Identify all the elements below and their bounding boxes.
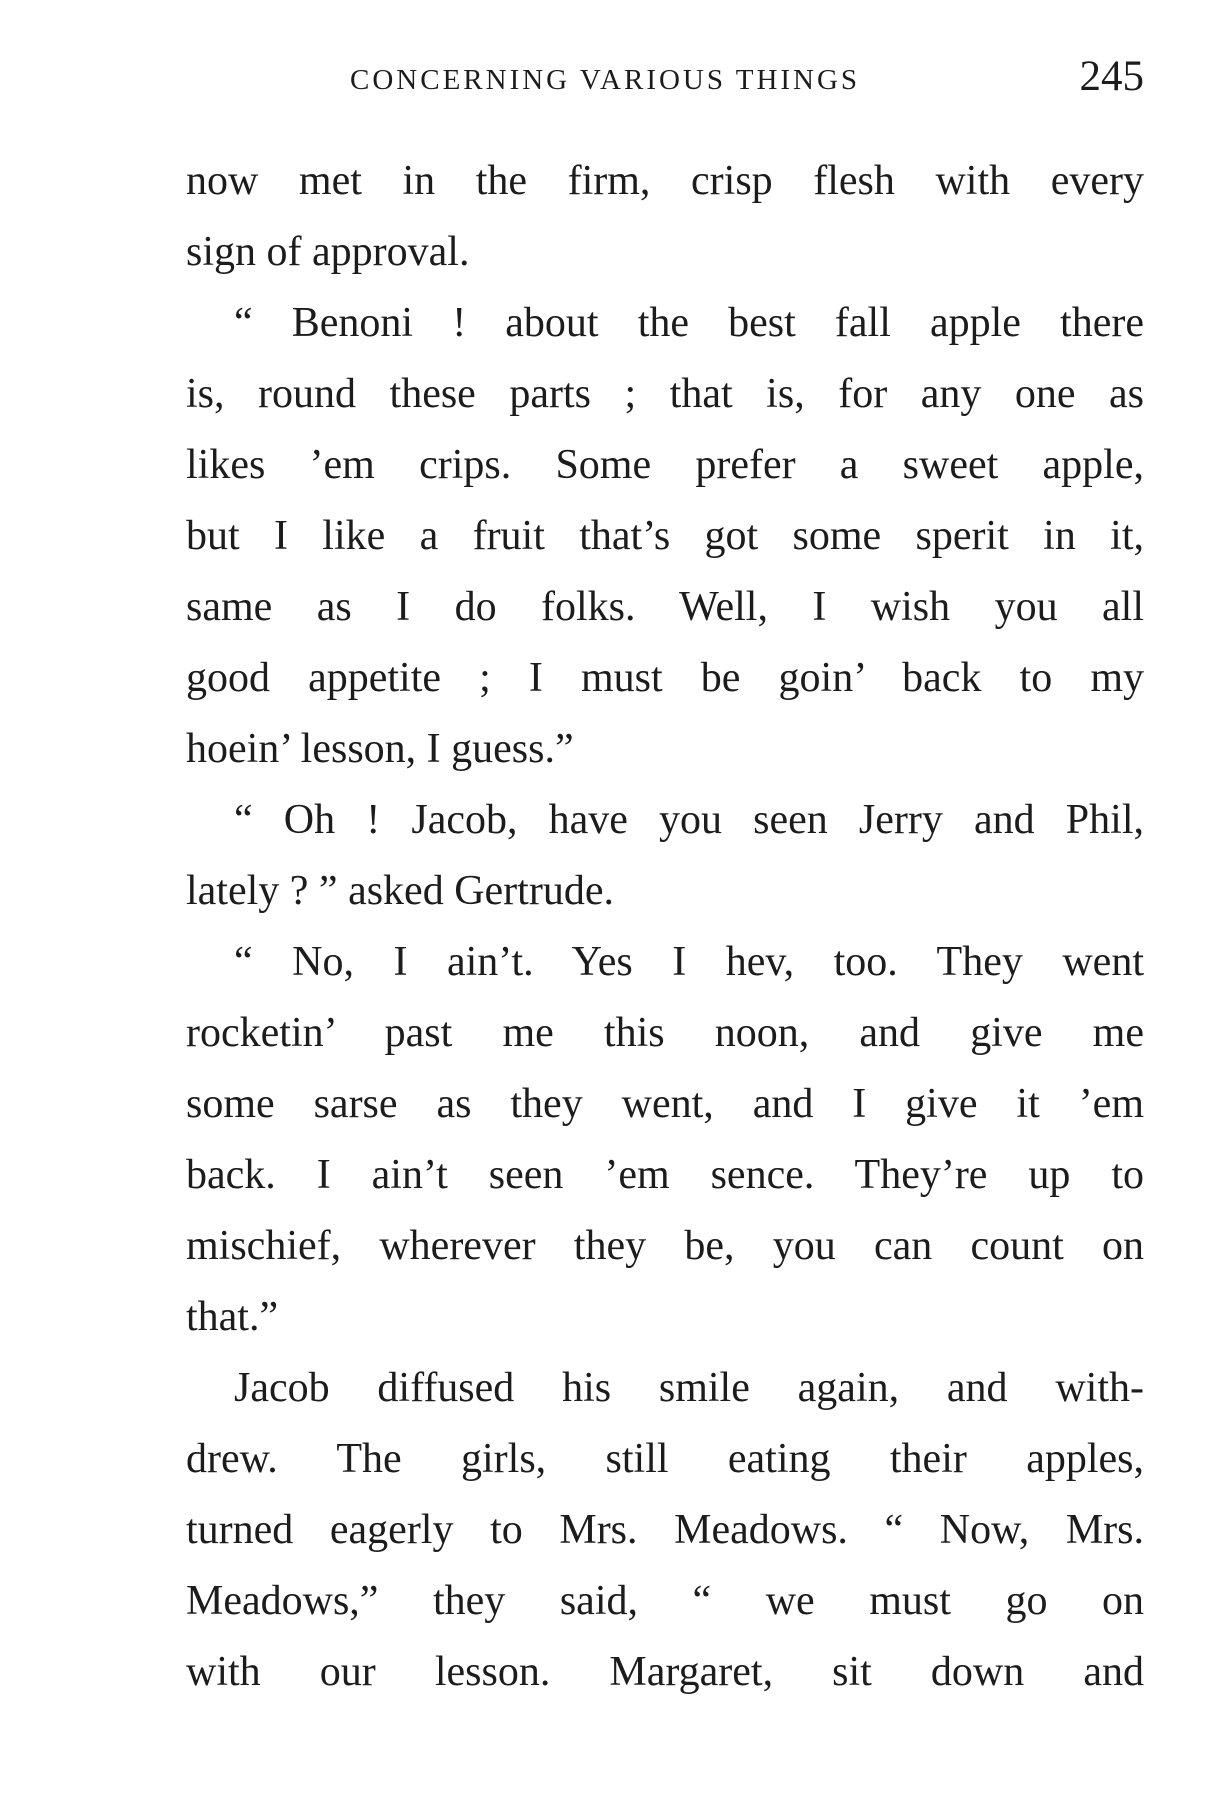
text-line: back. I ain’t seen ’em sence. They’re up to: [186, 1152, 1144, 1198]
text-line: likes ’em crips. Some prefer a sweet apple,: [186, 442, 1144, 488]
running-title: CONCERNING VARIOUS THINGS: [350, 64, 861, 96]
text-line: is, round these parts ; that is, for any one as: [186, 371, 1144, 417]
running-head: [186, 52, 1144, 112]
text-line: hoein’ lesson, I guess.”: [186, 726, 574, 772]
text-line: rocketin’ past me this noon, and give me: [186, 1010, 1144, 1056]
page-number: 245: [1079, 53, 1144, 100]
text-line: “ Oh ! Jacob, have you seen Jerry and Phil,: [234, 797, 1144, 843]
text-line: turned eagerly to Mrs. Meadows. “ Now, Mrs.: [186, 1507, 1144, 1553]
text-line: sign of approval.: [186, 229, 470, 275]
text-line: now met in the firm, crisp flesh with every: [186, 158, 1144, 204]
text-line: “ Benoni ! about the best fall apple there: [234, 300, 1144, 346]
text-line: mischief, wherever they be, you can count on: [186, 1223, 1144, 1269]
text-line: lately ? ” asked Gertrude.: [186, 868, 614, 914]
text-line: good appetite ; I must be goin’ back to my: [186, 655, 1144, 701]
text-line: drew. The girls, still eating their apples,: [186, 1436, 1144, 1482]
text-line: same as I do folks. Well, I wish you all: [186, 584, 1144, 630]
text-line: but I like a fruit that’s got some sperit in it,: [186, 513, 1144, 559]
text-line: Meadows,” they said, “ we must go on: [186, 1578, 1144, 1624]
text-line: “ No, I ain’t. Yes I hev, too. They went: [234, 939, 1144, 985]
text-line: with our lesson. Margaret, sit down and: [186, 1649, 1144, 1695]
text-line: some sarse as they went, and I give it ’em: [186, 1081, 1144, 1127]
text-body: [186, 146, 1144, 1708]
text-line: Jacob diffused his smile again, and with-: [234, 1365, 1144, 1411]
text-line: that.”: [186, 1294, 279, 1340]
